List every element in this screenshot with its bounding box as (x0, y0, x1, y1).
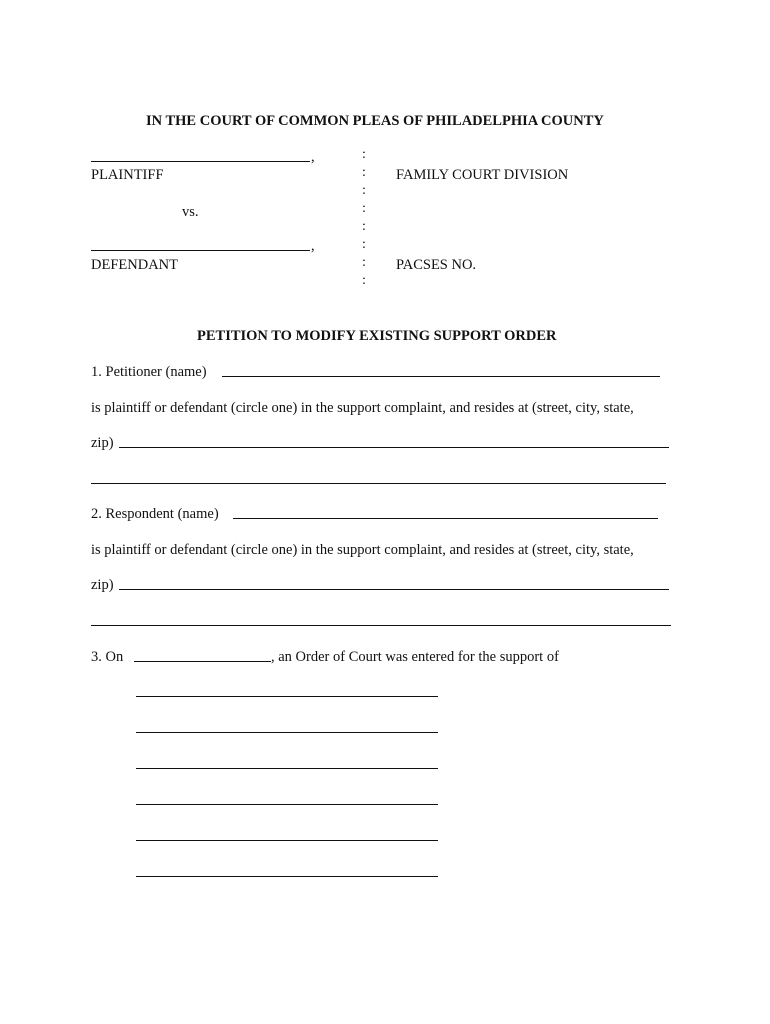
petitioner-name-field[interactable] (222, 376, 660, 377)
caption-separator: : (362, 273, 366, 288)
respondent-address-line2-field[interactable] (91, 625, 671, 626)
caption-separator: : (362, 147, 366, 162)
item1-petitioner-label: 1. Petitioner (name) (91, 364, 207, 380)
plaintiff-label: PLAINTIFF (91, 167, 164, 183)
caption-separator: : (362, 201, 366, 216)
caption-separator: : (362, 219, 366, 234)
plaintiff-comma: , (311, 149, 315, 165)
supported-person-field[interactable] (136, 696, 438, 697)
item2-residence-text: is plaintiff or defendant (circle one) in the support complaint, and resides at (street, city, state, (91, 542, 634, 558)
caption-separator: : (362, 255, 366, 270)
defendant-label: DEFENDANT (91, 257, 178, 273)
order-date-field[interactable] (134, 661, 271, 662)
item1-residence-text: is plaintiff or defendant (circle one) in the support complaint, and resides at (street, city, state, (91, 400, 634, 416)
defendant-comma: , (311, 238, 315, 254)
item1-zip-label: zip) (91, 435, 114, 451)
caption-separator: : (362, 165, 366, 180)
division-label: FAMILY COURT DIVISION (396, 167, 569, 183)
respondent-address-field[interactable] (119, 589, 669, 590)
supported-person-field[interactable] (136, 804, 438, 805)
item3-on-label: 3. On (91, 649, 124, 665)
respondent-name-field[interactable] (233, 518, 658, 519)
item2-zip-label: zip) (91, 577, 114, 593)
petitioner-address-field[interactable] (119, 447, 669, 448)
defendant-name-field[interactable] (91, 250, 310, 251)
petitioner-address-line2-field[interactable] (91, 483, 666, 484)
item2-respondent-label: 2. Respondent (name) (91, 506, 219, 522)
supported-person-field[interactable] (136, 732, 438, 733)
item3-order-text: , an Order of Court was entered for the support of (271, 649, 559, 665)
plaintiff-name-field[interactable] (91, 161, 310, 162)
caption-separator: : (362, 237, 366, 252)
supported-person-field[interactable] (136, 768, 438, 769)
versus-label: vs. (182, 204, 199, 220)
pacses-label: PACSES NO. (396, 257, 477, 273)
supported-person-field[interactable] (136, 840, 438, 841)
court-title: IN THE COURT OF COMMON PLEAS OF PHILADELPHIA COUNTY (146, 113, 604, 129)
caption-separator: : (362, 183, 366, 198)
petition-title: PETITION TO MODIFY EXISTING SUPPORT ORDER (197, 328, 557, 344)
supported-person-field[interactable] (136, 876, 438, 877)
